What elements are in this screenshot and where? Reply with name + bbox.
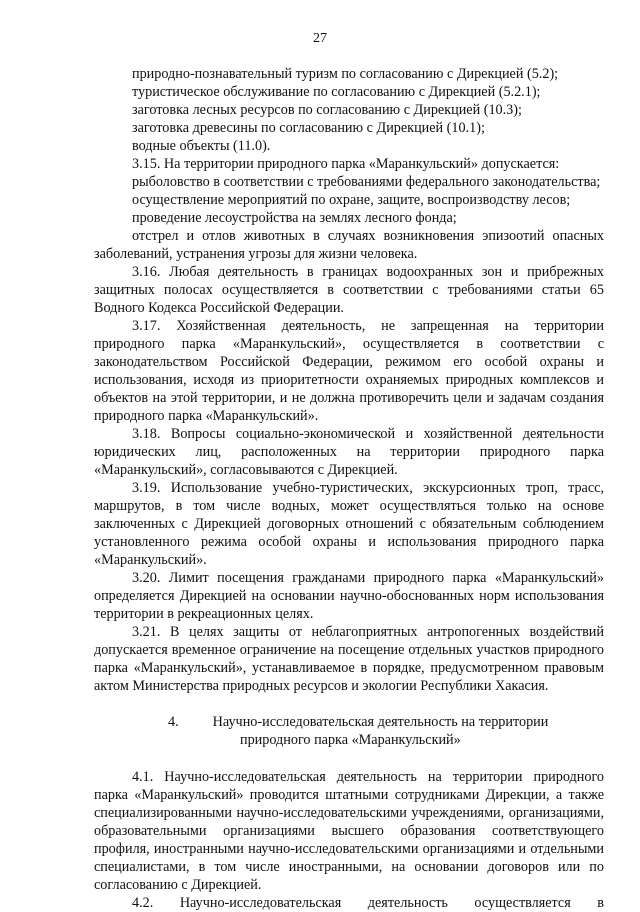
text-line: объектов на этой территории, и не должна противоречить цели и задачам создания <box>94 390 604 406</box>
text-line: 3.16. Любая деятельность в границах водоохранных зон и прибрежных <box>132 264 604 280</box>
text-line: 4.2. Научно-исследовательская деятельность осуществляется в <box>132 895 604 911</box>
text-line: защитных полосах осуществляется в соответствии с требованиями статьи 65 <box>94 282 604 298</box>
section-number: 4. <box>168 714 179 730</box>
text-line: парка «Маранкульский» проводится штатными сотрудниками Дирекции, а также <box>94 787 604 803</box>
text-line: проведение лесоустройства на землях лесного фонда; <box>132 210 457 226</box>
text-line: 3.19. Использование учебно-туристических, экскурсионных троп, трасс, <box>132 480 604 496</box>
text-line: 3.20. Лимит посещения гражданами природного парка «Маранкульский» <box>132 570 604 586</box>
text-line: специализированными научно-исследовательскими учреждениями, организациями, <box>94 805 604 821</box>
text-line: специалистами, в том числе иностранными, на основании договоров или по <box>94 859 604 875</box>
text-line: Водного Кодекса Российской Федерации. <box>94 300 344 316</box>
text-line: природного парка «Маранкульский». <box>94 408 319 424</box>
section-title: Научно-исследовательская деятельность на территории <box>212 714 549 730</box>
text-line: использования, исходя из приоритетности охраняемых природных комплексов и <box>94 372 604 388</box>
text-line: осуществление мероприятий по охране, защите, воспроизводству лесов; <box>132 192 571 208</box>
text-line: 4.1. Научно-исследовательская деятельность на территории природного <box>132 769 604 785</box>
text-line: природного парка «Маранкульский», осуществляется в соответствии с <box>94 336 604 352</box>
text-line: заключенных с Дирекцией договорных отношений с обязательным соблюдением <box>94 516 604 532</box>
text-line: профиля, иностранными научно-исследовательскими организациями и отдельными <box>94 841 604 857</box>
text-line: допускается временное ограничение на посещение отдельных участков природного <box>94 642 604 658</box>
text-line: природно-познавательный туризм по согласованию с Дирекцией (5.2); <box>132 66 559 82</box>
text-line: образовательными организациями высшего образования соответствующего <box>94 823 604 839</box>
text-line: территории в рекреационных целях. <box>94 606 314 622</box>
text-line: рыболовство в соответствии с требованиями федерального законодательства; <box>132 174 601 190</box>
text-line: заготовка древесины по согласованию с Дирекцией (10.1); <box>132 120 485 136</box>
text-line: установленного режима особой охраны и использования природного парка <box>94 534 604 550</box>
text-line: актом Министерства природных ресурсов и экологии Республики Хакасия. <box>94 678 549 694</box>
text-line: «Маранкульский», согласовываются с Дирекцией. <box>94 462 398 478</box>
text-line: юридических лиц, расположенных на территории природного парка <box>94 444 604 460</box>
page-number: 27 <box>313 31 327 46</box>
section-title-line2: природного парка «Маранкульский» <box>240 732 461 748</box>
text-line: согласованию с Дирекцией. <box>94 877 262 893</box>
text-line: заготовка лесных ресурсов по согласованию с Дирекцией (10.3); <box>132 102 522 118</box>
text-line: туристическое обслуживание по согласованию с Дирекцией (5.2.1); <box>132 84 541 100</box>
text-line: 3.21. В целях защиты от неблагоприятных антропогенных воздействий <box>132 624 604 640</box>
text-line: 3.15. На территории природного парка «Маранкульский» допускается: <box>132 156 560 172</box>
text-line: определяется Дирекцией на основании научно-обоснованных норм использования <box>94 588 604 604</box>
text-line: отстрел и отлов животных в случаях возникновения эпизоотий опасных <box>132 228 604 244</box>
section-heading <box>168 713 640 731</box>
text-line: маршрутов, в том числе водных, может осуществляться только на основе <box>94 498 604 514</box>
text-line: водные объекты (11.0). <box>132 138 271 154</box>
text-line: «Маранкульский». <box>94 552 207 568</box>
text-line: заболеваний, устранения угрозы для жизни человека. <box>94 246 418 262</box>
text-line: парка «Маранкульский», устанавливаемое в порядке, предусмотренном правовым <box>94 660 604 676</box>
text-line: 3.18. Вопросы социально-экономической и хозяйственной деятельности <box>132 426 604 442</box>
text-line: законодательством Российской Федерации, режимом его особой охраны и <box>94 354 604 370</box>
text-line: 3.17. Хозяйственная деятельность, не запрещенная на территории <box>132 318 604 334</box>
